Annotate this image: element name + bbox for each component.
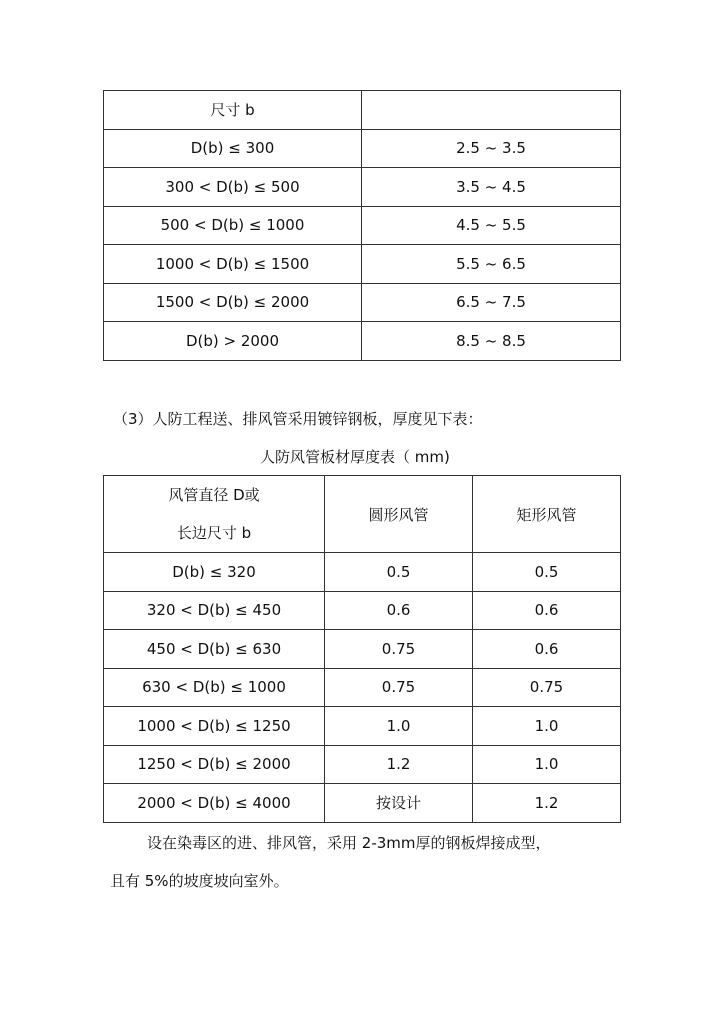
round-duct-cell: 0.5 bbox=[325, 553, 473, 592]
thickness-cell: 8.5 ~ 8.5 bbox=[362, 322, 621, 361]
thickness-table-civil-defense bbox=[103, 475, 621, 823]
thickness-cell: 6.5 ~ 7.5 bbox=[362, 283, 621, 322]
size-cell: 630 < D(b) ≤ 1000 bbox=[104, 668, 325, 707]
table-header-row bbox=[104, 476, 621, 553]
table-row bbox=[104, 553, 621, 592]
rect-duct-cell: 1.0 bbox=[473, 707, 621, 746]
thickness-cell: 3.5 ~ 4.5 bbox=[362, 168, 621, 207]
table-caption: 人防风管板材厚度表（ mm) bbox=[260, 448, 450, 466]
header-round-duct-cell: 圆形风管 bbox=[325, 476, 473, 553]
table-row bbox=[104, 322, 621, 361]
rect-duct-cell: 1.2 bbox=[473, 784, 621, 823]
round-duct-cell: 0.6 bbox=[325, 591, 473, 630]
size-cell: 450 < D(b) ≤ 630 bbox=[104, 630, 325, 669]
size-cell: 320 < D(b) ≤ 450 bbox=[104, 591, 325, 630]
header-thickness-cell bbox=[362, 91, 621, 130]
rect-duct-cell: 0.6 bbox=[473, 591, 621, 630]
round-duct-cell: 0.75 bbox=[325, 630, 473, 669]
rect-duct-cell: 0.5 bbox=[473, 553, 621, 592]
size-cell: 1000 < D(b) ≤ 1500 bbox=[104, 245, 362, 284]
table-row bbox=[104, 591, 621, 630]
table-row bbox=[104, 206, 621, 245]
thickness-cell: 5.5 ~ 6.5 bbox=[362, 245, 621, 284]
header-rect-duct-cell: 矩形风管 bbox=[473, 476, 621, 553]
size-cell: D(b) ≤ 320 bbox=[104, 553, 325, 592]
paragraph-line-1: 设在染毒区的进、排风管，采用 2-3mm厚的钢板焊接成型， bbox=[147, 834, 551, 852]
size-cell: 1250 < D(b) ≤ 2000 bbox=[104, 745, 325, 784]
header-size-cell bbox=[104, 476, 325, 553]
thickness-cell: 4.5 ~ 5.5 bbox=[362, 206, 621, 245]
round-duct-cell: 1.0 bbox=[325, 707, 473, 746]
table-row bbox=[104, 168, 621, 207]
round-duct-cell: 0.75 bbox=[325, 668, 473, 707]
rect-duct-cell: 0.75 bbox=[473, 668, 621, 707]
table-row bbox=[104, 245, 621, 284]
size-cell: 300 < D(b) ≤ 500 bbox=[104, 168, 362, 207]
header-size-line1: 风管直径 D或 bbox=[168, 486, 260, 504]
header-size-line2: 长边尺寸 b bbox=[176, 524, 252, 542]
size-cell: D(b) > 2000 bbox=[104, 322, 362, 361]
size-cell: D(b) ≤ 300 bbox=[104, 129, 362, 168]
size-cell: 1500 < D(b) ≤ 2000 bbox=[104, 283, 362, 322]
size-cell: 2000 < D(b) ≤ 4000 bbox=[104, 784, 325, 823]
size-cell: 500 < D(b) ≤ 1000 bbox=[104, 206, 362, 245]
table-row bbox=[104, 745, 621, 784]
table-row bbox=[104, 668, 621, 707]
rect-duct-cell: 1.0 bbox=[473, 745, 621, 784]
section-intro-text: （3）人防工程送、排风管采用镀锌钢板，厚度见下表： bbox=[113, 410, 483, 428]
paragraph-line-2: 且有 5%的坡度坡向室外。 bbox=[110, 872, 289, 890]
table-row bbox=[104, 283, 621, 322]
thickness-cell: 2.5 ~ 3.5 bbox=[362, 129, 621, 168]
thickness-table-general bbox=[103, 90, 621, 361]
rect-duct-cell: 0.6 bbox=[473, 630, 621, 669]
table-row bbox=[104, 784, 621, 823]
round-duct-cell: 1.2 bbox=[325, 745, 473, 784]
round-duct-cell: 按设计 bbox=[325, 784, 473, 823]
table-row bbox=[104, 129, 621, 168]
table-row bbox=[104, 630, 621, 669]
table-header-row bbox=[104, 91, 621, 130]
header-size-cell: 尺寸 b bbox=[104, 91, 362, 130]
size-cell: 1000 < D(b) ≤ 1250 bbox=[104, 707, 325, 746]
table-row bbox=[104, 707, 621, 746]
